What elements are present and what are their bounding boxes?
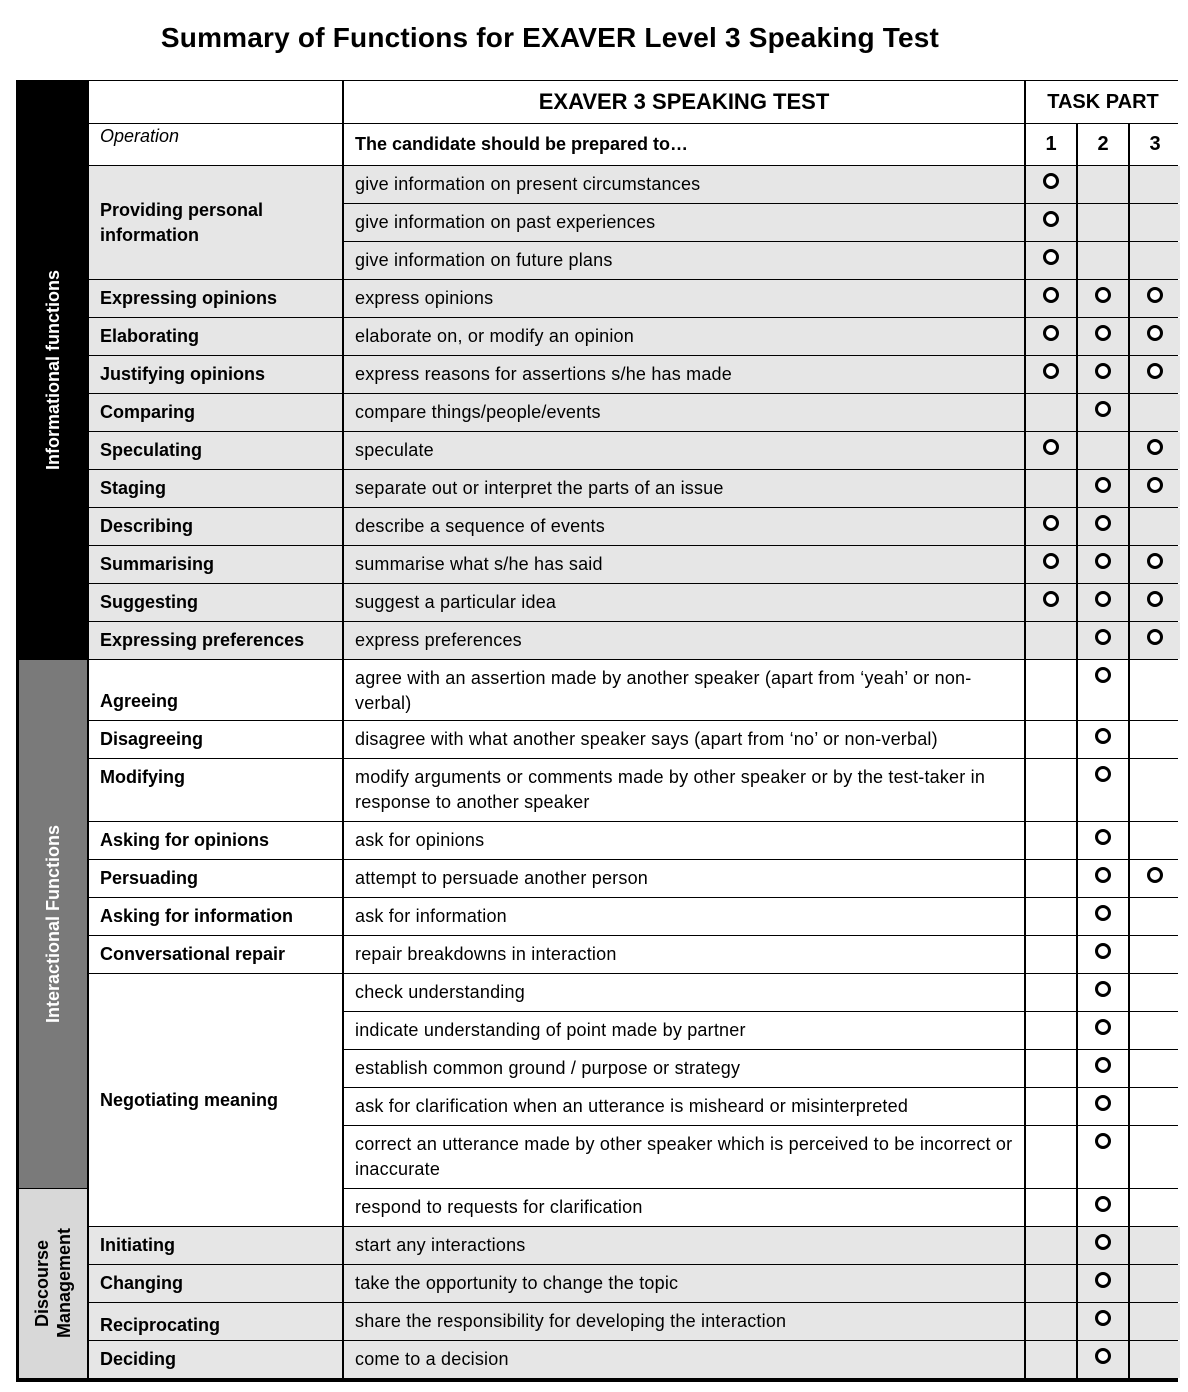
circle-mark-icon — [1095, 905, 1111, 921]
function-cell: suggest a particular idea — [344, 584, 1024, 621]
part-3-cell — [1130, 356, 1180, 393]
part-2-cell — [1078, 1012, 1128, 1049]
part-1-cell — [1026, 1126, 1076, 1188]
part-3-cell — [1130, 622, 1180, 659]
function-cell: come to a decision — [344, 1341, 1024, 1378]
part-1-cell — [1026, 470, 1076, 507]
circle-mark-icon — [1095, 728, 1111, 744]
circle-mark-icon — [1095, 1272, 1111, 1288]
section-discourse-management — [19, 1189, 87, 1378]
operation-cell: Expressing preferences — [89, 622, 342, 659]
part-3-cell — [1130, 1189, 1180, 1226]
part-2-cell — [1078, 470, 1128, 507]
part-1-cell — [1026, 1227, 1076, 1264]
circle-mark-icon — [1095, 553, 1111, 569]
operation-cell: Expressing opinions — [89, 280, 342, 317]
operation-cell: Initiating — [89, 1227, 342, 1264]
function-cell: give information on past experiences — [344, 204, 1024, 241]
function-cell: elaborate on, or modify an opinion — [344, 318, 1024, 355]
part-2-cell — [1078, 1050, 1128, 1087]
header-blank — [89, 81, 342, 123]
part-3-cell — [1130, 508, 1180, 545]
circle-mark-icon — [1095, 766, 1111, 782]
operation-label: Operation — [89, 124, 342, 165]
part-1-cell — [1026, 660, 1076, 720]
operation-cell: Agreeing — [89, 660, 342, 720]
part-3-cell — [1130, 860, 1180, 897]
function-cell: share the responsibility for developing the interaction — [344, 1303, 1024, 1340]
circle-mark-icon — [1147, 553, 1163, 569]
part-3-cell — [1130, 660, 1180, 720]
operation-cell: Staging — [89, 470, 342, 507]
function-cell: establish common ground / purpose or strategy — [344, 1050, 1024, 1087]
part-3-cell — [1130, 1341, 1180, 1378]
circle-mark-icon — [1043, 439, 1059, 455]
part-3-cell — [1130, 546, 1180, 583]
part-2-cell — [1078, 546, 1128, 583]
function-cell: modify arguments or comments made by other speaker or by the test-taker in response to another speaker — [344, 759, 1024, 821]
function-cell: separate out or interpret the parts of an issue — [344, 470, 1024, 507]
part-3-cell — [1130, 1126, 1180, 1188]
operation-cell: Suggesting — [89, 584, 342, 621]
function-cell: express reasons for assertions s/he has made — [344, 356, 1024, 393]
part-1-cell — [1026, 759, 1076, 821]
part-2-cell — [1078, 1088, 1128, 1125]
part-2-header: 2 — [1078, 124, 1128, 165]
operation-cell: Speculating — [89, 432, 342, 469]
circle-mark-icon — [1095, 943, 1111, 959]
part-3-cell — [1130, 822, 1180, 859]
part-3-cell — [1130, 759, 1180, 821]
part-3-cell — [1130, 1012, 1180, 1049]
part-2-cell — [1078, 1341, 1128, 1378]
circle-mark-icon — [1043, 363, 1059, 379]
section-informational: Informational functions — [19, 81, 87, 659]
part-1-cell — [1026, 1012, 1076, 1049]
function-cell: agree with an assertion made by another speaker (apart from ‘yeah’ or non-verbal) — [344, 660, 1024, 720]
part-3-cell — [1130, 1265, 1180, 1302]
circle-mark-icon — [1095, 1133, 1111, 1149]
operation-cell: Describing — [89, 508, 342, 545]
circle-mark-icon — [1095, 867, 1111, 883]
part-1-cell — [1026, 822, 1076, 859]
part-1-cell — [1026, 204, 1076, 241]
part-1-cell — [1026, 860, 1076, 897]
circle-mark-icon — [1043, 287, 1059, 303]
function-cell: take the opportunity to change the topic — [344, 1265, 1024, 1302]
part-2-cell — [1078, 1303, 1128, 1340]
section-interactional: Interactional Functions — [19, 660, 87, 1188]
circle-mark-icon — [1043, 249, 1059, 265]
operation-cell: Disagreeing — [89, 721, 342, 758]
part-3-cell — [1130, 318, 1180, 355]
part-1-cell — [1026, 1341, 1076, 1378]
function-cell: express opinions — [344, 280, 1024, 317]
circle-mark-icon — [1147, 363, 1163, 379]
function-cell: express preferences — [344, 622, 1024, 659]
part-1-cell — [1026, 394, 1076, 431]
part-1-cell — [1026, 318, 1076, 355]
part-3-cell — [1130, 584, 1180, 621]
circle-mark-icon — [1095, 287, 1111, 303]
part-3-cell — [1130, 936, 1180, 973]
part-1-cell — [1026, 432, 1076, 469]
part-3-header: 3 — [1130, 124, 1180, 165]
part-2-cell — [1078, 584, 1128, 621]
circle-mark-icon — [1095, 1234, 1111, 1250]
part-3-cell — [1130, 432, 1180, 469]
functions-table — [16, 80, 1178, 1382]
circle-mark-icon — [1095, 515, 1111, 531]
page-title: Summary of Functions for EXAVER Level 3 Speaking Test — [160, 22, 940, 53]
operation-cell: Asking for opinions — [89, 822, 342, 859]
circle-mark-icon — [1043, 173, 1059, 189]
part-1-cell — [1026, 1189, 1076, 1226]
operation-cell: Reciprocating — [89, 1303, 342, 1340]
part-1-cell — [1026, 546, 1076, 583]
part-3-cell — [1130, 974, 1180, 1011]
circle-mark-icon — [1095, 1196, 1111, 1212]
part-2-cell — [1078, 1126, 1128, 1188]
prepared-label: The candidate should be prepared to… — [344, 124, 1024, 165]
part-1-cell — [1026, 508, 1076, 545]
part-3-cell — [1130, 1227, 1180, 1264]
circle-mark-icon — [1043, 211, 1059, 227]
function-cell: ask for information — [344, 898, 1024, 935]
part-1-cell — [1026, 166, 1076, 203]
operation-cell: Summarising — [89, 546, 342, 583]
part-2-cell — [1078, 1189, 1128, 1226]
part-2-cell — [1078, 822, 1128, 859]
circle-mark-icon — [1095, 1057, 1111, 1073]
circle-mark-icon — [1095, 1019, 1111, 1035]
function-cell: repair breakdowns in interaction — [344, 936, 1024, 973]
circle-mark-icon — [1095, 981, 1111, 997]
function-cell: give information on future plans — [344, 242, 1024, 279]
part-2-cell — [1078, 622, 1128, 659]
part-3-cell — [1130, 1050, 1180, 1087]
part-3-cell — [1130, 1303, 1180, 1340]
operation-cell: Deciding — [89, 1341, 342, 1378]
part-1-cell — [1026, 356, 1076, 393]
operation-cell: Justifying opinions — [89, 356, 342, 393]
circle-mark-icon — [1095, 477, 1111, 493]
part-2-cell — [1078, 660, 1128, 720]
circle-mark-icon — [1147, 591, 1163, 607]
part-2-cell — [1078, 936, 1128, 973]
operation-cell: Comparing — [89, 394, 342, 431]
part-1-cell — [1026, 1088, 1076, 1125]
part-2-cell — [1078, 721, 1128, 758]
circle-mark-icon — [1043, 553, 1059, 569]
part-2-cell — [1078, 1227, 1128, 1264]
function-cell: give information on present circumstances — [344, 166, 1024, 203]
part-1-cell — [1026, 622, 1076, 659]
part-2-cell — [1078, 974, 1128, 1011]
circle-mark-icon — [1147, 325, 1163, 341]
function-cell: speculate — [344, 432, 1024, 469]
operation-cell: Asking for information — [89, 898, 342, 935]
function-cell: summarise what s/he has said — [344, 546, 1024, 583]
part-1-cell — [1026, 936, 1076, 973]
part-3-cell — [1130, 166, 1180, 203]
part-1-cell — [1026, 898, 1076, 935]
operation-cell: Elaborating — [89, 318, 342, 355]
part-2-cell — [1078, 394, 1128, 431]
test-name-header: EXAVER 3 SPEAKING TEST — [344, 81, 1024, 123]
part-1-cell — [1026, 280, 1076, 317]
circle-mark-icon — [1095, 667, 1111, 683]
circle-mark-icon — [1095, 325, 1111, 341]
part-1-cell — [1026, 242, 1076, 279]
function-cell: ask for opinions — [344, 822, 1024, 859]
part-3-cell — [1130, 280, 1180, 317]
circle-mark-icon — [1095, 401, 1111, 417]
task-part-header: TASK PART — [1026, 81, 1180, 123]
function-cell: compare things/people/events — [344, 394, 1024, 431]
function-cell: start any interactions — [344, 1227, 1024, 1264]
part-1-cell — [1026, 974, 1076, 1011]
operation-cell: Changing — [89, 1265, 342, 1302]
part-2-cell — [1078, 356, 1128, 393]
circle-mark-icon — [1147, 287, 1163, 303]
part-3-cell — [1130, 1088, 1180, 1125]
operation-cell: Conversational repair — [89, 936, 342, 973]
part-2-cell — [1078, 898, 1128, 935]
circle-mark-icon — [1095, 829, 1111, 845]
part-3-cell — [1130, 394, 1180, 431]
part-3-cell — [1130, 898, 1180, 935]
part-2-cell — [1078, 432, 1128, 469]
part-2-cell — [1078, 242, 1128, 279]
function-cell: disagree with what another speaker says (apart from ‘no’ or non-verbal) — [344, 721, 1024, 758]
circle-mark-icon — [1147, 867, 1163, 883]
function-cell: ask for clarification when an utterance is misheard or misinterpreted — [344, 1088, 1024, 1125]
part-2-cell — [1078, 1265, 1128, 1302]
circle-mark-icon — [1043, 515, 1059, 531]
part-2-cell — [1078, 318, 1128, 355]
function-cell: respond to requests for clarification — [344, 1189, 1024, 1226]
function-cell: check understanding — [344, 974, 1024, 1011]
circle-mark-icon — [1043, 591, 1059, 607]
operation-cell: Negotiating meaning — [89, 974, 342, 1226]
part-1-cell — [1026, 584, 1076, 621]
circle-mark-icon — [1043, 325, 1059, 341]
circle-mark-icon — [1095, 1348, 1111, 1364]
part-3-cell — [1130, 242, 1180, 279]
part-2-cell — [1078, 280, 1128, 317]
function-cell: attempt to persuade another person — [344, 860, 1024, 897]
part-1-cell — [1026, 1265, 1076, 1302]
part-1-cell — [1026, 721, 1076, 758]
circle-mark-icon — [1095, 1310, 1111, 1326]
function-cell: correct an utterance made by other speaker which is perceived to be incorrect or inaccurate — [344, 1126, 1024, 1188]
part-3-cell — [1130, 470, 1180, 507]
circle-mark-icon — [1147, 477, 1163, 493]
part-3-cell — [1130, 721, 1180, 758]
operation-cell: Persuading — [89, 860, 342, 897]
part-2-cell — [1078, 166, 1128, 203]
circle-mark-icon — [1095, 629, 1111, 645]
part-1-header: 1 — [1026, 124, 1076, 165]
part-3-cell — [1130, 204, 1180, 241]
circle-mark-icon — [1095, 1095, 1111, 1111]
operation-cell: Modifying — [89, 759, 342, 821]
section-discourse-line2: Management — [54, 1228, 74, 1339]
part-2-cell — [1078, 508, 1128, 545]
operation-cell: Providing personal information — [89, 166, 342, 279]
function-cell: indicate understanding of point made by partner — [344, 1012, 1024, 1049]
circle-mark-icon — [1095, 591, 1111, 607]
part-2-cell — [1078, 860, 1128, 897]
circle-mark-icon — [1095, 363, 1111, 379]
section-discourse-line1: Discourse — [32, 1239, 52, 1328]
circle-mark-icon — [1147, 439, 1163, 455]
part-1-cell — [1026, 1050, 1076, 1087]
part-2-cell — [1078, 204, 1128, 241]
function-cell: describe a sequence of events — [344, 508, 1024, 545]
part-2-cell — [1078, 759, 1128, 821]
part-1-cell — [1026, 1303, 1076, 1340]
circle-mark-icon — [1147, 629, 1163, 645]
